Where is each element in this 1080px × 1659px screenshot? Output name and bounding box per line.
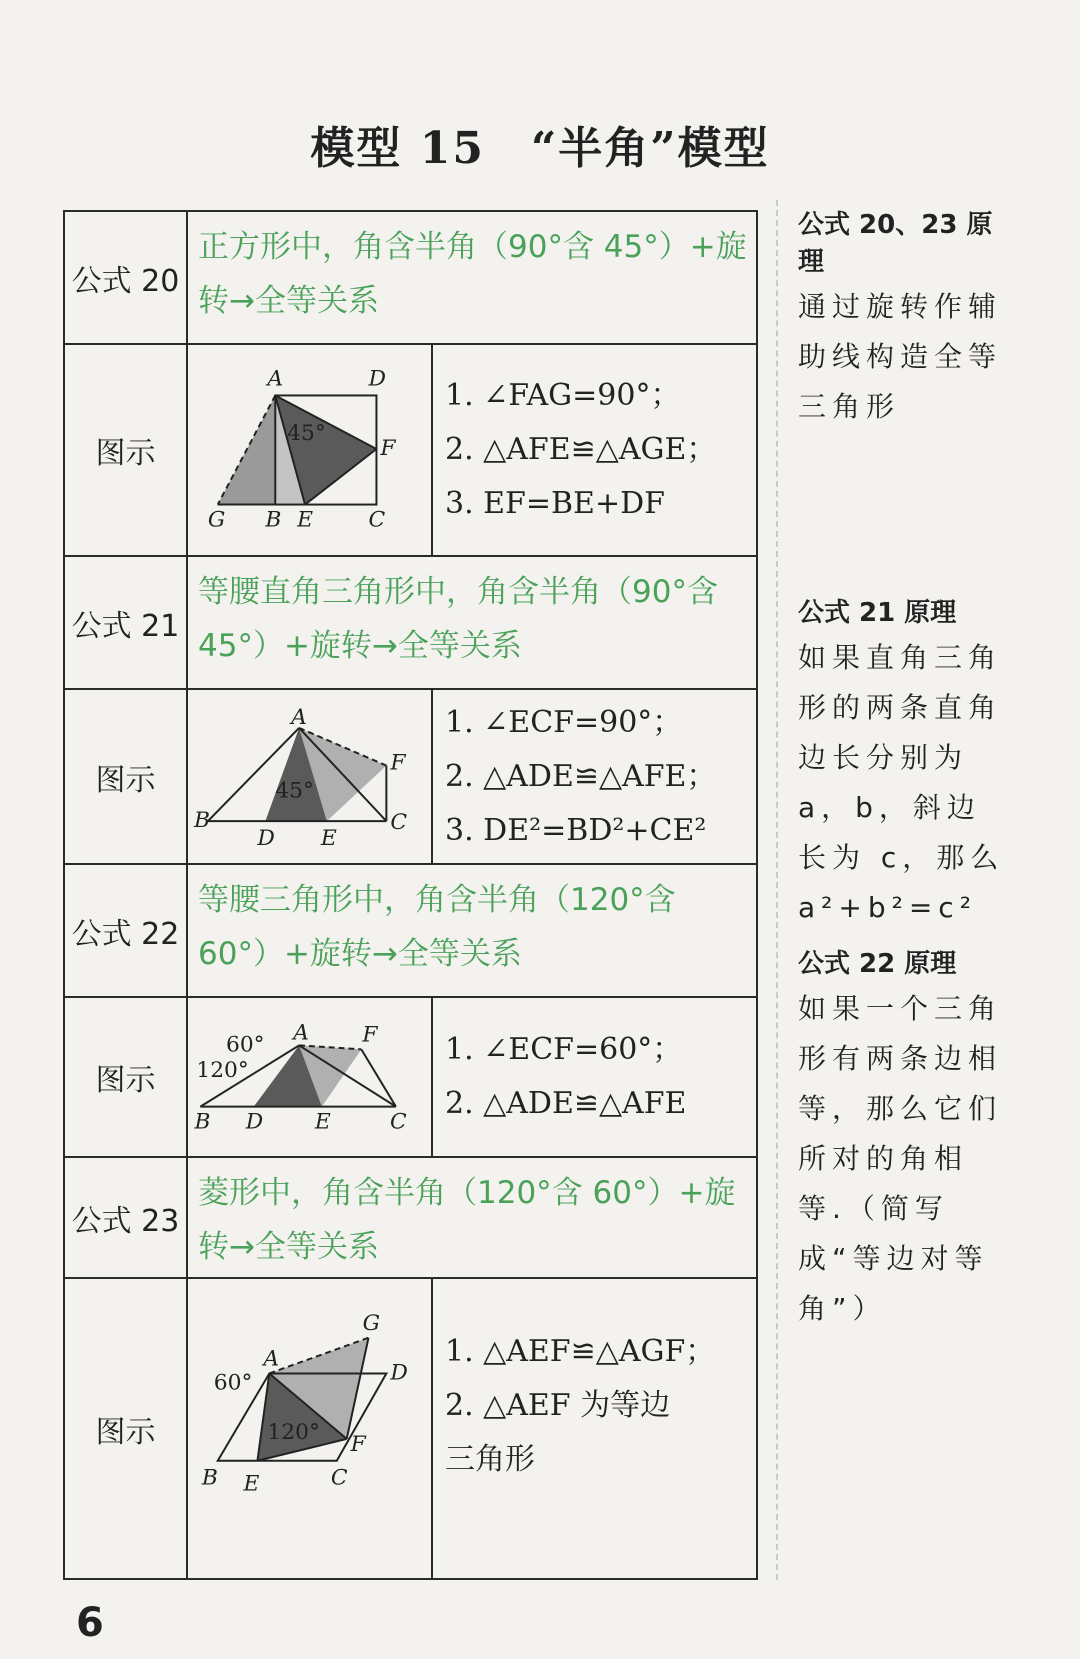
result-list [445, 1279, 750, 1578]
point-label: D [245, 1109, 264, 1135]
formula-23-row [65, 1158, 756, 1279]
rhombus-half-angle-figure [188, 1279, 433, 1578]
angle-label: 45° [287, 421, 326, 447]
point-label: F [380, 435, 396, 461]
point-label: E [314, 1109, 331, 1135]
principle-text: 通过旋转作辅助线构造全等三角形 [798, 290, 1003, 423]
page-number: 6 [76, 1600, 104, 1646]
formula-text: 菱形中，角含半角（120°含 60°）+旋转→全等关系 [198, 1175, 736, 1265]
point-label: C [368, 507, 386, 533]
point-label: A [267, 366, 284, 392]
result-item: 2. △ADE≌△AFE； [445, 758, 717, 794]
principles-sidebar [776, 200, 1006, 1580]
angle-label: 60° [213, 1370, 253, 1396]
point-label: B [193, 808, 210, 834]
point-label: D [368, 366, 387, 392]
row-label: 图示 [65, 998, 188, 1156]
result-item: 2. △AEF 为等边三角形 [445, 1388, 671, 1477]
point-label: C [390, 810, 408, 836]
point-label: A [263, 1346, 280, 1372]
principle-heading: 公式 21 原理 [798, 598, 957, 628]
formula-21-row [65, 557, 756, 690]
principle-heading: 公式 20、23 原理 [798, 210, 993, 277]
result-list [445, 998, 750, 1156]
angle-label: 60° [226, 1032, 265, 1058]
point-label: A [293, 1020, 309, 1046]
row-label: 公式 23 [65, 1158, 188, 1277]
point-label: D [257, 825, 275, 851]
angle-label: 45° [275, 778, 314, 804]
row-label: 公式 21 [65, 557, 188, 688]
result-list [445, 690, 750, 863]
formula-text: 正方形中，角含半角（90°含 45°）+旋转→全等关系 [198, 229, 747, 319]
result-list [445, 345, 750, 555]
result-item: 3. DE²=BD²+CE² [445, 812, 707, 848]
result-item: 1. △AEF≌△AGF； [445, 1334, 716, 1369]
point-label: C [389, 1109, 407, 1135]
point-label: E [243, 1471, 260, 1497]
result-item: 2. △AFE≌△AGE； [445, 432, 717, 467]
point-label: D [390, 1360, 408, 1386]
figure-row-22 [65, 998, 756, 1158]
formula-text: 等腰直角三角形中，角含半角（90°含 45°）+旋转→全等关系 [198, 574, 718, 664]
row-label: 图示 [65, 345, 188, 555]
point-label: F [390, 750, 406, 776]
result-item: 1. ∠FAG=90°； [445, 378, 681, 413]
figure-row-23 [65, 1279, 756, 1578]
right-triangle-half-angle-figure [188, 690, 433, 863]
page-title: 模型 15 “半角”模型 [310, 123, 770, 174]
result-item: 1. ∠ECF=90°； [445, 704, 683, 740]
formula-20-row [65, 212, 756, 345]
result-item: 2. △ADE≌△AFE [445, 1086, 687, 1121]
point-label: E [297, 507, 314, 533]
principle-text: 如果一个三角形有两条边相等，那么它们所对的角相等.（简写成“等边对等角”） [798, 992, 1003, 1325]
formula-text: 等腰三角形中，角含半角（120°含 60°）+旋转→全等关系 [198, 882, 676, 972]
principle-heading: 公式 22 原理 [798, 949, 957, 979]
point-label: B [194, 1109, 211, 1135]
point-label: C [330, 1465, 348, 1491]
angle-label: 120° [267, 1419, 320, 1445]
figure-row-21 [65, 690, 756, 865]
formula-22-row [65, 865, 756, 998]
principle-text: 如果直角三角形的两条直角边长分别为 a，b，斜边长为 c，那么 a²+b²=c² [798, 641, 1005, 924]
angle-label: 120° [196, 1058, 249, 1083]
point-label: A [291, 704, 307, 730]
point-label: B [201, 1465, 218, 1491]
figure-row-20 [65, 345, 756, 557]
point-label: G [207, 507, 226, 533]
point-label: G [362, 1310, 381, 1336]
point-label: F [362, 1022, 378, 1048]
row-label: 图示 [65, 690, 188, 863]
row-label: 公式 20 [65, 212, 188, 343]
formula-table [63, 210, 758, 1580]
result-item: 3. EF=BE+DF [445, 486, 665, 521]
row-label: 公式 22 [65, 865, 188, 996]
result-item: 1. ∠ECF=60°； [445, 1032, 683, 1067]
square-half-angle-figure [188, 345, 433, 555]
point-label: E [320, 825, 337, 851]
row-label: 图示 [65, 1279, 188, 1578]
isosceles-half-angle-figure [188, 998, 433, 1156]
point-label: F [350, 1431, 366, 1457]
point-label: B [265, 507, 282, 533]
